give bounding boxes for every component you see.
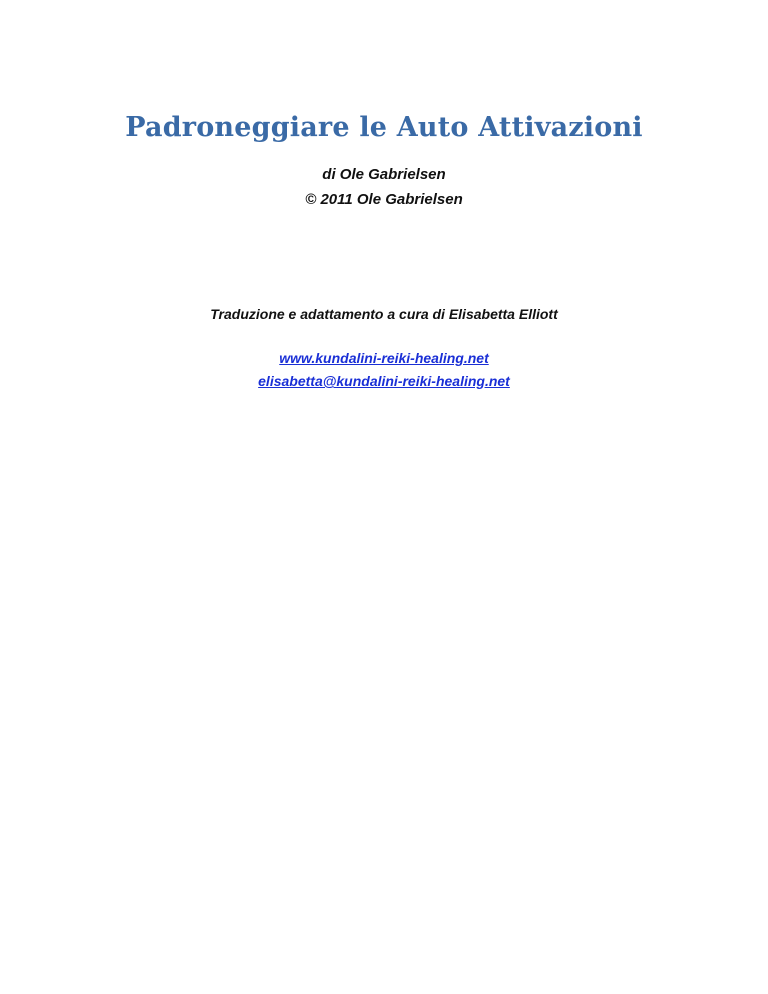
document-title: Padroneggiare le Auto Attivazioni <box>125 112 643 143</box>
copyright-line: © 2011 Ole Gabrielsen <box>305 191 463 208</box>
email-link[interactable]: elisabetta@kundalini-reiki-healing.net <box>258 373 510 389</box>
translation-credit: Traduzione e adattamento a cura di Elisabetta Elliott <box>210 306 558 322</box>
author-line: di Ole Gabrielsen <box>322 166 446 183</box>
website-link[interactable]: www.kundalini-reiki-healing.net <box>279 350 489 366</box>
